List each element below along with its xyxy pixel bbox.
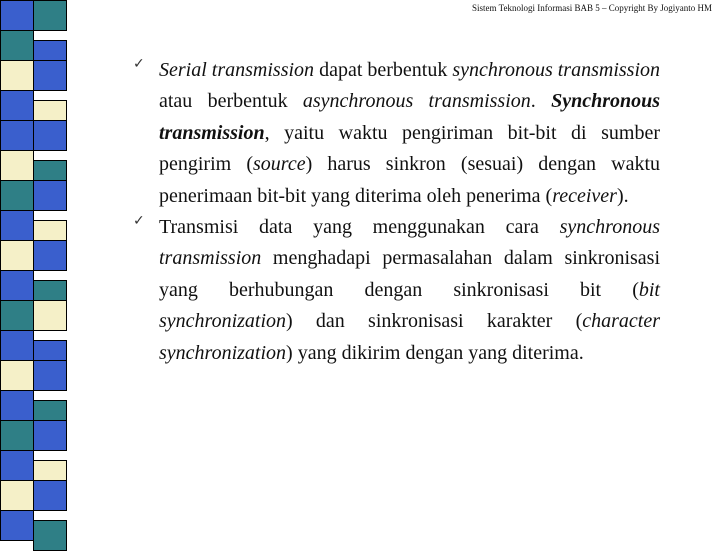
decorative-block (0, 210, 34, 241)
bullet-paragraph-2 (159, 212, 660, 369)
bullet-paragraph-1 (159, 55, 660, 212)
text-segment: , yaitu waktu pengiriman bit-bit di sumber pengirim ( (159, 121, 660, 176)
slide-header: Sistem Teknologi Informasi BAB 5 – Copyright By Jogiyanto HM (472, 3, 712, 13)
decorative-block (33, 60, 67, 91)
text-segment: synchronous transmission (159, 216, 660, 270)
decorative-block (33, 240, 67, 271)
decorative-block (0, 330, 34, 361)
text-segment: ) dan sinkronisasi karakter ( (286, 310, 583, 333)
decorative-block (33, 180, 67, 211)
decorative-block (33, 480, 67, 511)
decorative-block (0, 270, 34, 301)
decorative-block (0, 120, 34, 151)
decorative-block (0, 0, 34, 31)
decorative-block (0, 180, 34, 211)
slide-content (133, 55, 660, 369)
text-segment: receiver (552, 184, 617, 207)
decorative-block (0, 240, 34, 271)
text-segment: ) yang dikirim dengan yang diterima. (286, 341, 584, 364)
text-segment: Transmisi data yang menggunakan cara (159, 216, 560, 239)
decorative-block (33, 0, 67, 31)
decorative-block (0, 150, 34, 181)
decorative-block (33, 520, 67, 551)
text-segment: Synchronous transmission (159, 90, 661, 144)
decorative-block (0, 420, 34, 451)
text-segment: dapat berbentuk (314, 59, 453, 81)
decorative-block (0, 390, 34, 421)
text-segment: menghadapi permasalahan dalam sinkronisasi yang berhubungan dengan sinkronisasi bit ( (159, 247, 660, 301)
decorative-block-strip (0, 0, 68, 540)
text-segment: Serial transmission (159, 59, 315, 81)
decorative-block (33, 360, 67, 391)
decorative-block (33, 120, 67, 151)
checkmark-icon: ✓ (133, 56, 145, 72)
text-segment: atau berbentuk (159, 90, 303, 113)
decorative-block (0, 90, 34, 121)
bullet-item-2 (133, 212, 660, 369)
bullet-item-1 (133, 55, 660, 212)
decorative-block (0, 480, 34, 511)
decorative-block (33, 420, 67, 451)
text-segment: source (253, 153, 306, 176)
text-segment: . (530, 90, 552, 113)
text-segment: ) harus sinkron (sesuai) dengan waktu penerimaan bit-bit yang diterima oleh penerima ( (159, 153, 660, 207)
decorative-block (0, 300, 34, 331)
decorative-block (0, 510, 34, 541)
text-segment: ). (616, 184, 629, 207)
decorative-block (0, 360, 34, 391)
text-segment: bit synchronization (159, 278, 660, 333)
text-segment: asynchronous transmission (302, 90, 531, 113)
decorative-block (0, 30, 34, 61)
decorative-block (33, 300, 67, 331)
decorative-block (0, 60, 34, 91)
decorative-block (0, 450, 34, 481)
checkmark-icon: ✓ (133, 213, 145, 230)
text-segment: character synchronization (159, 310, 660, 364)
text-segment: synchronous transmission (452, 59, 660, 81)
